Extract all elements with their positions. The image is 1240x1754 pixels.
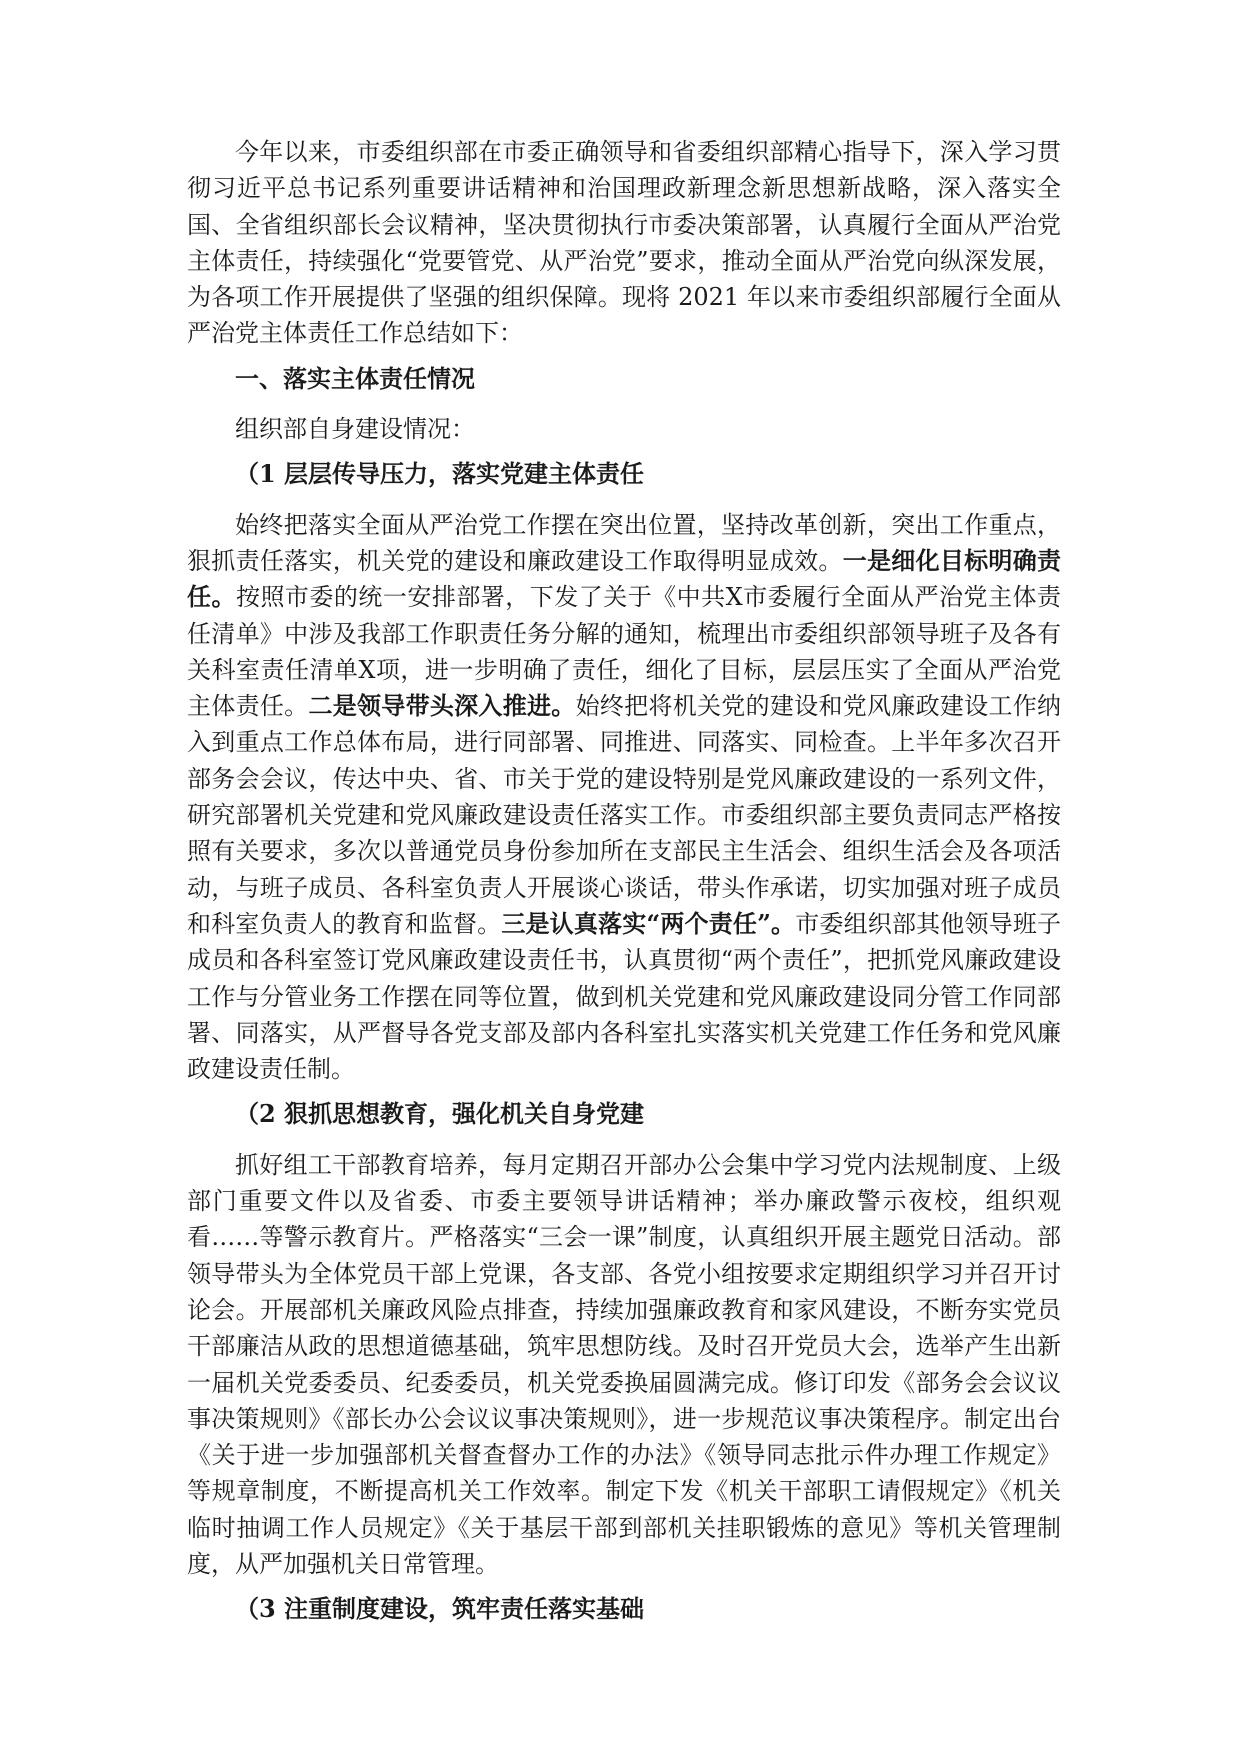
item-1-heading: （1 层层传导压力，落实党建主体责任 xyxy=(235,459,645,489)
item-2-heading: （2 狠抓思想教育，强化机关自身党建 xyxy=(235,1099,645,1129)
subsection-label: 组织部自身建设情况： xyxy=(235,415,475,444)
item-3-heading: （3 注重制度建设，筑牢责任落实基础 xyxy=(235,1594,645,1624)
text-run: 按照市委的统一安排部署，下发了关于《中共X市委履行全面从严治党主体责任清单》中涉及我部工作职责任务分解的通知，梳理出市委组织部领导班子及各有关科室责任清单X项，进一步明确了责任，细化了目标，层层压实了全面从严治党主体责任。 xyxy=(187,583,1061,721)
section-heading: 一、落实主体责任情况 xyxy=(235,363,475,393)
text-run: 市委组织部其他领导班子成员和各科室签订党风廉政建设责任书，认真贯彻“两个责任”，把抓党风廉政建设工作与分管业务工作摆在同等位置，做到机关党建和党风廉政建设同分管工作同部署、同落实，从严督导各党支部及部内各科室扎实落实机关党建工作任务和党风廉政建设责任制。 xyxy=(187,909,1062,1084)
intro-paragraph: 今年以来，市委组织部在市委正确领导和省委组织部精心指导下，深入学习贯彻习近平总书记系列重要讲话精神和治国理政新理念新思想新战略，深入落实全国、全省组织部长会议精神，坚决贯彻执行市委决策部署，认真履行全面从严治党主体责任，持续强化“党要管党、从严治党”要求，推动全面从严治党向纵深发展，为各项工作开展提供了坚强的组织保障。现将 2021 年以来市委组织部履行全面从严治党主体责任工作总结如下： xyxy=(187,138,1061,348)
text-run: 始终把落实全面从严治党工作摆在突出位置，坚持改革创新，突出工作重点，狠抓责任落实，机关党的建设和廉政建设工作取得明显成效。 xyxy=(187,510,1061,575)
text-run: 始终把将机关党的建设和党风廉政建设工作纳入到重点工作总体布局，进行同部署、同推进、同落实、同检查。上半年多次召开部务会会议，传达中央、省、市关于党的建设特别是党风廉政建设的一系列文件，研究部署机关党建和党风廉政建设责任落实工作。市委组织部主要负责同志严格按照有关要求，多次以普通党员身份参加所在支部民主生活会、组织生活会及各项活动，与班子成员、各科室负责人开展谈心谈话，带头作承诺，切实加强对班子成员和科室负责人的教育和监督。 xyxy=(187,692,1062,938)
bold-point-1: 一是细化目标明确责任。 xyxy=(187,545,1062,612)
item-1-paragraph xyxy=(187,507,1061,1088)
bold-point-3: 三是认真落实“两个责任”。 xyxy=(501,908,796,938)
document-page xyxy=(187,134,1061,1642)
item-2-paragraph: 抓好组工干部教育培养，每月定期召开部办公会集中学习党内法规制度、上级部门重要文件以及省委、市委主要领导讲话精神；举办廉政警示夜校，组织观看……等警示教育片。严格落实“三会一课”制度，认真组织开展主题党日活动。部领导带头为全体党员干部上党课，各支部、各党小组按要求定期组织学习并召开讨论会。开展部机关廉政风险点排查，持续加强廉政教育和家风建设，不断夯实党员干部廉洁从政的思想道德基础，筑牢思想防线。及时召开党员大会，选举产生出新一届机关党委委员、纪委委员，机关党委换届圆满完成。修订印发《部务会会议议事决策规则》《部长办公会议议事决策规则》，进一步规范议事决策程序。制定出台《关于进一步加强部机关督查督办工作的办法》《领导同志批示件办理工作规定》等规章制度，不断提高机关工作效率。制定下发《机关干部职工请假规定》《机关临时抽调工作人员规定》《关于基层干部到部机关挂职锻炼的意见》等机关管理制度，从严加强机关日常管理。 xyxy=(187,1150,1061,1578)
bold-point-2: 二是领导带头深入推进。 xyxy=(308,691,576,721)
